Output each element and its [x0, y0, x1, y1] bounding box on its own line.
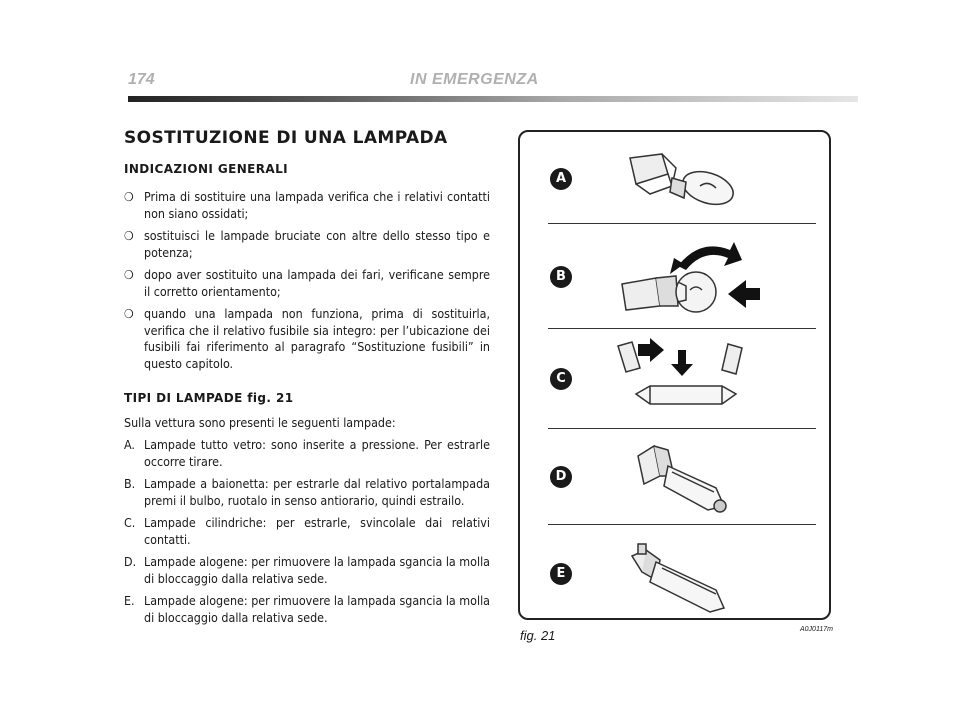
figure-code: A0J0117m	[800, 626, 833, 633]
item-letter: A.	[124, 437, 135, 452]
list-item	[124, 593, 490, 626]
general-heading: INDICAZIONI GENERALI	[124, 161, 289, 176]
item-text: Lampade alogene: per rimuovere la lampada sgancia la molla di bloccaggio dalla relativa sede.	[144, 554, 491, 586]
label-b-badge: B	[550, 266, 572, 288]
cylindrical-lamp-icon	[612, 338, 762, 420]
label-d-badge: D	[550, 466, 572, 488]
list-item	[124, 437, 490, 470]
item-text: Lampade tutto vetro: sono inserite a pressione. Per estrarle occorre tirare.	[144, 437, 490, 469]
item-letter: C.	[124, 515, 136, 530]
figure-divider	[548, 428, 816, 429]
page-number: 174	[128, 71, 155, 88]
all-glass-lamp-icon	[620, 146, 750, 216]
label-e-badge: E	[550, 563, 572, 585]
item-text: Lampade cilindriche: per estrarle, svincolale dai relativi contatti.	[144, 515, 490, 547]
item-letter: B.	[124, 476, 136, 491]
label-a-badge: A	[550, 168, 572, 190]
types-intro: Sulla vettura sono presenti le seguenti lampade:	[124, 414, 396, 430]
figure-divider	[548, 524, 816, 525]
figure-divider	[548, 328, 816, 329]
figure-divider	[548, 223, 816, 224]
lamp-figure	[518, 130, 831, 620]
halogen-lamp-d-icon	[624, 436, 744, 520]
label-c-badge: C	[550, 368, 572, 390]
list-item: ❍ dopo aver sostituito una lampada dei fari, verificane sempre il corretto orientamento;	[124, 267, 490, 300]
item-letter: D.	[124, 554, 137, 569]
types-heading: TIPI DI LAMPADE fig. 21	[124, 391, 294, 405]
list-item	[124, 554, 490, 587]
item-letter: E.	[124, 593, 135, 608]
list-item: ❍ sostituisci le lampade bruciate con altre dello stesso tipo e potenza;	[124, 228, 490, 261]
general-list	[124, 189, 490, 372]
list-item	[124, 515, 490, 548]
item-text: Lampade alogene: per rimuovere la lampada sgancia la molla di bloccaggio dalla relativa sede.	[144, 593, 491, 625]
header-rule	[128, 96, 858, 102]
text-column	[124, 130, 490, 632]
section-header: IN EMERGENZA	[410, 71, 539, 88]
item-text: Lampade a baionetta: per estrarle dal relativo portalampada premi il bulbo, ruotalo in senso antiorario, quindi estrailo.	[144, 476, 490, 508]
halogen-lamp-e-icon	[620, 536, 750, 616]
figure-caption: fig. 21	[520, 628, 556, 643]
page-title: SOSTITUZIONE DI UNA LAMPADA	[124, 128, 448, 148]
list-item: ❍ quando una lampada non funziona, prima di sostituirla, verifica che il relativo fusibile sia integro: per l’ubicazione dei fusibili fai riferimento al paragrafo “Sostituzione fusibili” in questo capitolo.	[124, 306, 490, 372]
types-list	[124, 437, 490, 626]
bayonet-lamp-icon	[616, 236, 766, 322]
list-item: ❍ Prima di sostituire una lampada verifica che i relativi contatti non siano ossidati;	[124, 189, 490, 222]
list-item	[124, 476, 490, 509]
